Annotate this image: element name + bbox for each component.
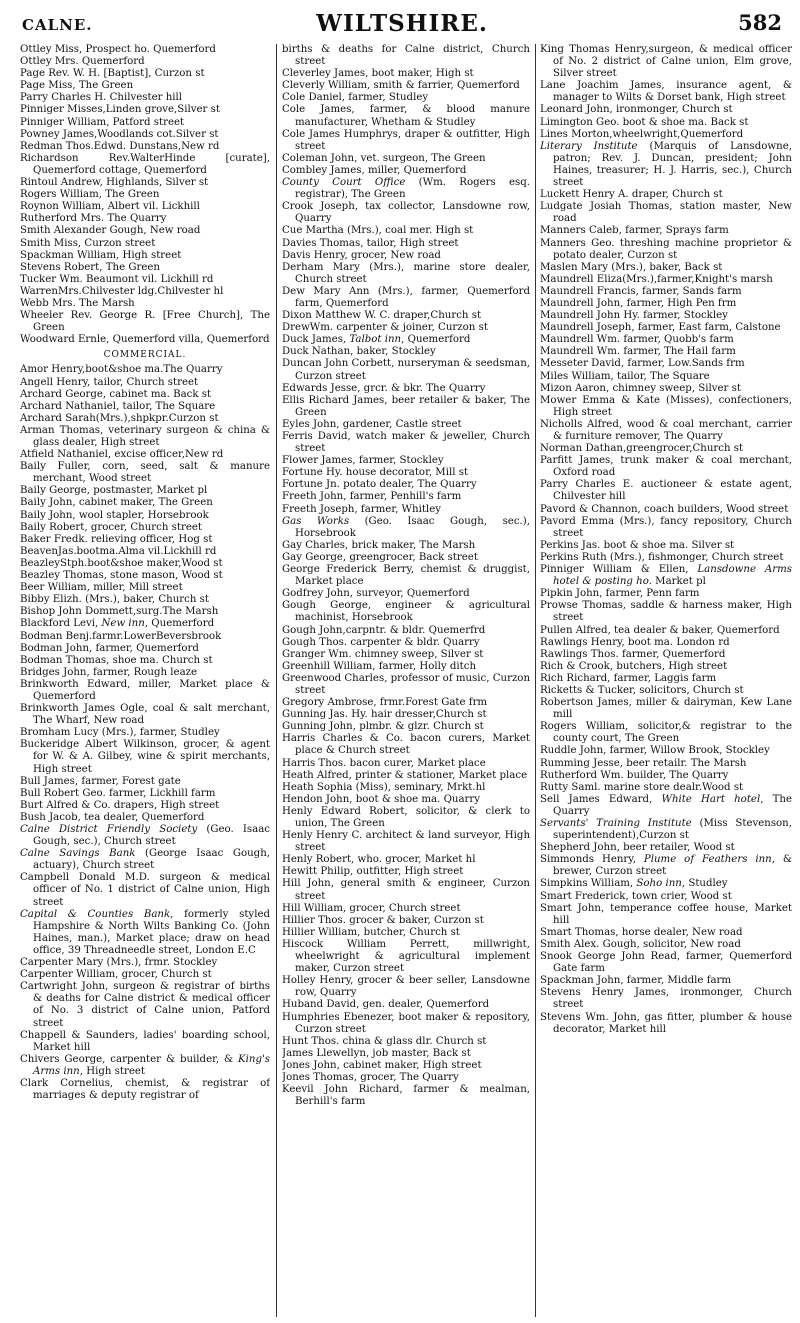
directory-entry: Baily George, postmaster, Market pl bbox=[20, 485, 208, 497]
directory-entry: Snook George John Read, farmer, Quemerford Gate farm bbox=[540, 951, 792, 975]
directory-entry: Gas Works (Geo. Isaac Gough, sec.), Horsebrook bbox=[282, 515, 530, 539]
section-heading: COMMERCIAL. bbox=[103, 350, 187, 361]
directory-entry: Maundrell Wm. farmer, The Hail farm bbox=[540, 346, 736, 358]
directory-entry: Smith Miss, Curzon street bbox=[20, 237, 156, 249]
directory-entry: Pinniger William & Ellen, Lansdowne Arms hotel & posting ho. Market pl bbox=[540, 564, 792, 588]
directory-entry: Eyles John, gardener, Castle street bbox=[282, 418, 462, 430]
directory-entry: Maundrell Eliza(Mrs.),farmer,Knight's marsh bbox=[540, 273, 773, 285]
directory-entry: Brinkworth Edward, miller, Market place & Quemerford bbox=[20, 678, 270, 702]
column-1 bbox=[20, 44, 270, 1319]
directory-entry: Rawlings Thos. farmer, Quemerford bbox=[540, 648, 726, 660]
directory-entry: Atfield Nathaniel, excise officer,New rd bbox=[20, 449, 224, 461]
directory-entry: Messeter David, farmer, Low.Sands frm bbox=[540, 358, 745, 370]
directory-entry: Rintoul Andrew, Highlands, Silver st bbox=[20, 177, 209, 189]
directory-entry: Carpenter William, grocer, Church st bbox=[20, 969, 212, 981]
directory-entry: Page Rev. W. H. [Baptist], Curzon st bbox=[20, 68, 205, 80]
directory-entry: Baily Fuller, corn, seed, salt & manure merchant, Wood street bbox=[20, 461, 270, 485]
directory-entry: Heath Sophia (Miss), seminary, Mrkt.hl bbox=[282, 781, 486, 793]
directory-entry: Coleman John, vet. surgeon, The Green bbox=[282, 152, 486, 164]
directory-entry: Derham Mary (Mrs.), marine store dealer, Church street bbox=[282, 261, 530, 285]
directory-entry: Clark Cornelius, chemist, & registrar of marriages & deputy registrar of bbox=[20, 1077, 270, 1102]
directory-entry: Huband David, gen. dealer, Quemerford bbox=[282, 999, 490, 1011]
directory-entry: Bodman Benj.farmr.LowerBeversbrook bbox=[20, 630, 222, 642]
directory-entry: Gough Thos. carpenter & bldr. Quarry bbox=[282, 636, 480, 648]
directory-entry: Henly Henry C. architect & land surveyor, High street bbox=[282, 830, 530, 854]
directory-entry: BeavenJas.bootma.Alma vil.Lickhill rd bbox=[20, 545, 217, 557]
directory-entry: Manners Caleb, farmer, Sprays farm bbox=[540, 225, 729, 237]
directory-entry: Smart John, temperance coffee house, Market hill bbox=[540, 902, 792, 926]
directory-entry: Rutty Saml. marine store dealr.Wood st bbox=[540, 781, 744, 793]
directory-entry: Harris Charles & Co. bacon curers, Market place & Church street bbox=[282, 733, 530, 757]
directory-entry: Maundrell John, farmer, High Pen frm bbox=[540, 297, 737, 309]
directory-entry: Beer William, miller, Mill street bbox=[20, 582, 183, 594]
directory-entry: Baily Robert, grocer, Church street bbox=[20, 521, 202, 533]
directory-entry: Calne District Friendly Society (Geo. Isaac Gough, sec.), Church street bbox=[20, 824, 270, 848]
directory-entry: Simpkins William, Soho inn, Studley bbox=[540, 878, 728, 890]
directory-entry: Hillier Thos. grocer & baker, Curzon st bbox=[282, 914, 484, 926]
directory-entry: Stevens Wm. John, gas fitter, plumber & house decorator, Market hill bbox=[540, 1011, 792, 1035]
directory-entry: DrewWm. carpenter & joiner, Curzon st bbox=[282, 322, 488, 334]
directory-entry: Pullen Alfred, tea dealer & baker, Quemerford bbox=[540, 624, 780, 636]
directory-entry: births & deaths for Calne district, Church street bbox=[282, 44, 530, 68]
directory-entry: Crook Joseph, tax collector, Lansdowne row, Quarry bbox=[282, 201, 530, 225]
directory-entry: Pavord Emma (Mrs.), fancy repository, Church street bbox=[540, 515, 792, 539]
directory-entry: Calne Savings Bank (George Isaac Gough, actuary), Church street bbox=[20, 848, 270, 872]
directory-entry: Gregory Ambrose, frmr.Forest Gate frm bbox=[282, 697, 488, 709]
directory-entry: Henly Edward Robert, solicitor, & clerk to union, The Green bbox=[282, 805, 530, 829]
directory-entry: Maundrell John Hy. farmer, Stockley bbox=[540, 310, 728, 322]
directory-entry: Powney James,Woodlands cot.Silver st bbox=[20, 128, 219, 140]
directory-entry: Heath Alfred, printer & stationer, Market place bbox=[282, 769, 528, 781]
directory-entry: Bodman Thomas, shoe ma. Church st bbox=[20, 654, 213, 666]
directory-entry: Baker Fredk. relieving officer, Hog st bbox=[20, 533, 213, 545]
column-3 bbox=[540, 44, 792, 1319]
column-divider bbox=[276, 44, 277, 1317]
directory-entry: Rich & Crook, butchers, High street bbox=[540, 660, 728, 672]
directory-entry: Perkins Ruth (Mrs.), fishmonger, Church street bbox=[540, 551, 784, 563]
directory-entry: Brinkworth James Ogle, coal & salt merchant, The Wharf, New road bbox=[20, 703, 270, 727]
directory-entry: Rogers William, The Green bbox=[20, 189, 160, 201]
directory-entry: Webb Mrs. The Marsh bbox=[20, 297, 135, 309]
directory-entry: Cole James Humphrys, draper & outfitter, High street bbox=[282, 128, 530, 152]
directory-entry: County Court Office (Wm. Rogers esq. registrar), The Green bbox=[282, 177, 530, 201]
directory-entry: George Frederick Berry, chemist & druggist, Market place bbox=[282, 564, 530, 588]
directory-entry: Fortune Hy. house decorator, Mill st bbox=[282, 467, 469, 479]
directory-entry: Stevens Henry James, ironmonger, Church street bbox=[540, 987, 792, 1011]
directory-entry: Cartwright John, surgeon & registrar of births & deaths for Calne district & medical officer of No. 3 district of Calne union, Patford street bbox=[20, 981, 270, 1029]
directory-entry: Duncan John Corbett, nurseryman & seedsman, Curzon street bbox=[282, 358, 530, 382]
directory-entry: Rutherford Mrs. The Quarry bbox=[20, 213, 167, 225]
directory-entry: Cole Daniel, farmer, Studley bbox=[282, 92, 429, 104]
directory-entry: Rich Richard, farmer, Laggis farm bbox=[540, 672, 717, 684]
directory-entry: Hill William, grocer, Church street bbox=[282, 902, 461, 914]
directory-entry: Ellis Richard James, beer retailer & baker, The Green bbox=[282, 394, 530, 418]
directory-entry: Leonard John, ironmonger, Church st bbox=[540, 104, 733, 116]
directory-entry: Limington Geo. boot & shoe ma. Back st bbox=[540, 116, 749, 128]
directory-entry: Smith Alexander Gough, New road bbox=[20, 225, 201, 237]
directory-entry: Spackman John, farmer, Middle farm bbox=[540, 975, 732, 987]
page-number: 582 bbox=[738, 10, 782, 35]
directory-entry: Smith Alex. Gough, solicitor, New road bbox=[540, 938, 741, 950]
directory-entry: Humphries Ebenezer, boot maker & repository, Curzon street bbox=[282, 1011, 530, 1035]
directory-entry: Jones John, cabinet maker, High street bbox=[282, 1059, 482, 1071]
directory-entry: Buckeridge Albert Wilkinson, grocer, & agent for W. & A. Gilbey, wine & spirit merchants, High street bbox=[20, 739, 270, 775]
directory-entry: Gay Charles, brick maker, The Marsh bbox=[282, 539, 476, 551]
directory-entry: Shepherd John, beer retailer, Wood st bbox=[540, 842, 735, 854]
directory-entry: Cleverley James, boot maker, High st bbox=[282, 68, 474, 80]
directory-entry: Cole James, farmer, & blood manure manufacturer, Whetham & Studley bbox=[282, 104, 530, 128]
directory-entry: Ottley Miss, Prospect ho. Quemerford bbox=[20, 44, 216, 55]
directory-entry: Pinniger Misses,Linden grove,Silver st bbox=[20, 104, 220, 116]
directory-entry: Ruddle John, farmer, Willow Brook, Stockley bbox=[540, 745, 770, 757]
directory-entry: Hiscock William Perrett, millwright, wheelwright & agricultural implement maker, Curzon street bbox=[282, 938, 530, 975]
directory-entry: Capital & Counties Bank, formerly styled Hampshire & North Wilts Banking Co. (John Haines, man.), Market place; draw on head office, 39 Threadneedle street, London E.C bbox=[20, 908, 270, 956]
directory-entry: Granger Wm. chimney sweep, Silver st bbox=[282, 648, 484, 660]
directory-entry: Chappell & Saunders, ladies' boarding school, Market hill bbox=[20, 1029, 270, 1053]
directory-entry: King Thomas Henry,surgeon, & medical officer of No. 2 district of Calne union, Elm grove, Silver street bbox=[540, 44, 792, 80]
directory-entry: Gunning John, plmbr. & glzr. Church st bbox=[282, 721, 484, 733]
directory-entry: WarrenMrs.Chilvester ldg.Chilvester hl bbox=[20, 285, 224, 297]
column-divider bbox=[535, 44, 536, 1317]
directory-entry: Archard Sarah(Mrs.),shpkpr.Curzon st bbox=[20, 412, 219, 424]
directory-entry: Parfitt James, trunk maker & coal merchant, Oxford road bbox=[540, 455, 792, 479]
directory-entry: Bull James, farmer, Forest gate bbox=[20, 775, 181, 787]
directory-entry: Maundrell Joseph, farmer, East farm, Calstone bbox=[540, 322, 781, 334]
directory-entry: Manners Geo. threshing machine proprietor & potato dealer, Curzon st bbox=[540, 237, 792, 261]
directory-entry: Gough John,carpntr. & bldr. Quemerfrd bbox=[282, 624, 486, 636]
directory-entry: Fortune Jn. potato dealer, The Quarry bbox=[282, 479, 477, 491]
directory-entry: Hillier William, butcher, Church st bbox=[282, 926, 460, 938]
directory-entry: BeazleyStph.boot&shoe maker,Wood st bbox=[20, 557, 223, 569]
directory-entry: Pavord & Channon, coach builders, Wood street bbox=[540, 503, 789, 515]
directory-entry: Greenhill William, farmer, Holly ditch bbox=[282, 660, 477, 672]
directory-entry: Perkins Jas. boot & shoe ma. Silver st bbox=[540, 539, 735, 551]
directory-entry: Norman Dathan,greengrocer,Church st bbox=[540, 443, 744, 455]
directory-entry: Parry Charles H. Chilvester hill bbox=[20, 92, 183, 104]
directory-entry: Bush Jacob, tea dealer, Quemerford bbox=[20, 811, 205, 823]
directory-entry: Nicholls Alfred, wood & coal merchant, carrier & furniture remover, The Quarry bbox=[540, 418, 792, 442]
directory-entry: Smart Thomas, horse dealer, New road bbox=[540, 926, 743, 938]
directory-entry: Lane Joachim James, insurance agent, & manager to Wilts & Dorset bank, High street bbox=[540, 80, 792, 104]
directory-entry: Stevens Robert, The Green bbox=[20, 261, 160, 273]
directory-entry: Smart Frederick, town crier, Wood st bbox=[540, 890, 732, 902]
directory-entry: Hewitt Philip, outfitter, High street bbox=[282, 866, 464, 878]
directory-entry: Davies Thomas, tailor, High street bbox=[282, 237, 459, 249]
directory-entry: Archard Nathaniel, tailor, The Square bbox=[20, 400, 216, 412]
directory-entry: Flower James, farmer, Stockley bbox=[282, 455, 444, 467]
directory-entry: Burt Alfred & Co. drapers, High street bbox=[20, 799, 220, 811]
directory-entry: Luckett Henry A. draper, Church st bbox=[540, 189, 723, 201]
directory-entry: Duck Nathan, baker, Stockley bbox=[282, 346, 436, 358]
directory-entry: Campbell Donald M.D. surgeon & medical officer of No. 1 district of Calne union, High street bbox=[20, 872, 270, 908]
directory-entry: Henly Robert, who. grocer, Market hl bbox=[282, 854, 476, 866]
directory-entry: Harris Thos. bacon curer, Market place bbox=[282, 757, 486, 769]
directory-entry: Ferris David, watch maker & jeweller, Church street bbox=[282, 431, 530, 455]
directory-entry: Wheeler Rev. George R. [Free Church], The Green bbox=[20, 310, 270, 334]
directory-entry: Carpenter Mary (Mrs.), frmr. Stockley bbox=[20, 957, 218, 969]
running-head-town: CALNE. bbox=[22, 16, 93, 34]
directory-entry: Bodman John, farmer, Quemerford bbox=[20, 642, 199, 654]
directory-entry: James Llewellyn, job master, Back st bbox=[282, 1047, 471, 1059]
directory-entry: Parry Charles E. auctioneer & estate agent, Chilvester hill bbox=[540, 479, 792, 503]
directory-entry: Keevil John Richard, farmer & mealman, Berhill's farm bbox=[282, 1084, 530, 1108]
directory-entry: Roynon William, Albert vil. Lickhill bbox=[20, 201, 200, 213]
directory-entry: Angell Henry, tailor, Church street bbox=[20, 376, 199, 388]
directory-entry: Gough George, engineer & agricultural machinist, Horsebrook bbox=[282, 600, 530, 624]
directory-entry: Gunning Jas. Hy. hair dresser,Church st bbox=[282, 709, 487, 721]
directory-entry: Ludgate Josiah Thomas, station master, New road bbox=[540, 201, 792, 225]
directory-entry: Woodward Ernle, Quemerford villa, Quemerford bbox=[20, 334, 270, 346]
directory-entry: Freeth John, farmer, Penhill's farm bbox=[282, 491, 462, 503]
directory-entry: Jones Thomas, grocer, The Quarry bbox=[282, 1071, 459, 1083]
running-head-county: WILTSHIRE. bbox=[316, 10, 488, 37]
directory-entry: Arman Thomas, veterinary surgeon & china & glass dealer, High street bbox=[20, 424, 270, 448]
directory-entry: Maundrell Wm. farmer, Quobb's farm bbox=[540, 334, 734, 346]
directory-entry: Maundrell Francis, farmer, Sands farm bbox=[540, 285, 742, 297]
directory-entry: Baily John, cabinet maker, The Green bbox=[20, 497, 213, 509]
directory-entry: Spackman William, High street bbox=[20, 249, 182, 261]
directory-entry: Cleverly William, smith & farrier, Quemerford bbox=[282, 80, 520, 92]
directory-entry: Bull Robert Geo. farmer, Lickhill farm bbox=[20, 787, 216, 799]
directory-entry: Page Miss, The Green bbox=[20, 80, 134, 92]
directory-entry: Bishop John Dommett,surg.The Marsh bbox=[20, 606, 219, 618]
directory-entry: Freeth Joseph, farmer, Whitley bbox=[282, 503, 441, 515]
directory-entry: Blackford Levi, New inn, Quemerford bbox=[20, 618, 215, 630]
directory-entry: Pipkin John, farmer, Penn farm bbox=[540, 588, 700, 600]
directory-entry: Simmonds Henry, Plume of Feathers inn, & brewer, Curzon street bbox=[540, 854, 792, 878]
directory-entry: Servants' Training Institute (Miss Stevenson, superintendent),Curzon st bbox=[540, 818, 792, 842]
directory-entry: Edwards Jesse, grcr. & bkr. The Quarry bbox=[282, 382, 486, 394]
directory-entry: Ottley Mrs. Quemerford bbox=[20, 56, 145, 68]
directory-entry: Dew Mary Ann (Mrs.), farmer, Quemerford farm, Quemerford bbox=[282, 285, 530, 309]
directory-entry: Literary Institute (Marquis of Lansdowne, patron; Rev. J. Duncan, president; John Haines, treasurer; H. J. Harris, sec.), Church street bbox=[540, 140, 792, 189]
directory-entry: Rutherford Wm. builder, The Quarry bbox=[540, 769, 729, 781]
directory-entry: Pinniger William, Patford street bbox=[20, 116, 185, 128]
directory-entry: Amor Henry,boot&shoe ma.The Quarry bbox=[20, 364, 223, 376]
page-header bbox=[22, 6, 782, 42]
directory-entry: Hill John, general smith & engineer, Curzon street bbox=[282, 878, 530, 902]
directory-entry: Holley Henry, grocer & beer seller, Lansdowne row, Quarry bbox=[282, 975, 530, 999]
directory-entry: Rumming Jesse, beer retailr. The Marsh bbox=[540, 757, 747, 769]
directory-entry: Maslen Mary (Mrs.), baker, Back st bbox=[540, 261, 723, 273]
directory-entry: Dixon Matthew W. C. draper,Church st bbox=[282, 310, 482, 322]
directory-entry: Archard George, cabinet ma. Back st bbox=[20, 388, 212, 400]
directory-entry: Cue Martha (Mrs.), coal mer. High st bbox=[282, 225, 474, 237]
directory-entry: Rogers William, solicitor,& registrar to the county court, The Green bbox=[540, 721, 792, 745]
directory-entry: Redman Thos.Edwd. Dunstans,New rd bbox=[20, 140, 220, 152]
directory-entry: Beazley Thomas, stone mason, Wood st bbox=[20, 570, 223, 582]
directory-entry: Tucker Wm. Beaumont vil. Lickhill rd bbox=[20, 273, 214, 285]
directory-entry: Lines Morton,wheelwright,Quemerford bbox=[540, 128, 744, 140]
directory-entry: Bridges John, farmer, Rough leaze bbox=[20, 666, 198, 678]
directory-entry: Sell James Edward, White Hart hotel, The Quarry bbox=[540, 793, 792, 817]
directory-entry: Rawlings Henry, boot ma. London rd bbox=[540, 636, 730, 648]
directory-entry: Godfrey John, surveyor, Quemerford bbox=[282, 588, 470, 600]
directory-entry: Hunt Thos. china & glass dlr. Church st bbox=[282, 1035, 487, 1047]
directory-entry: Prowse Thomas, saddle & harness maker, High street bbox=[540, 600, 792, 624]
directory-entry: Bibby Elizh. (Mrs.), baker, Church st bbox=[20, 594, 209, 606]
directory-entry: Baily John, wool stapler, Horsebrook bbox=[20, 509, 209, 521]
directory-entry: Mizon Aaron, chimney sweep, Silver st bbox=[540, 382, 741, 394]
directory-entry: Hendon John, boot & shoe ma. Quarry bbox=[282, 793, 481, 805]
directory-entry: Bromham Lucy (Mrs.), farmer, Studley bbox=[20, 727, 220, 739]
directory-entry: Duck James, Talbot inn, Quemerford bbox=[282, 334, 471, 346]
directory-entry: Robertson James, miller & dairyman, Kew Lane mill bbox=[540, 697, 792, 721]
directory-entry: Ricketts & Tucker, solicitors, Church st bbox=[540, 684, 744, 696]
column-2 bbox=[282, 44, 530, 1319]
directory-entry: Davis Henry, grocer, New road bbox=[282, 249, 441, 261]
directory-entry: Combley James, miller, Quemerford bbox=[282, 164, 467, 176]
directory-entry: Chivers George, carpenter & builder, & King's Arms inn, High street bbox=[20, 1053, 270, 1077]
directory-entry: Miles William, tailor, The Square bbox=[540, 370, 710, 382]
directory-entry: Mower Emma & Kate (Misses), confectioners, High street bbox=[540, 394, 792, 418]
directory-entry: Gay George, greengrocer, Back street bbox=[282, 551, 478, 563]
directory-entry: Greenwood Charles, professor of music, Curzon street bbox=[282, 672, 530, 696]
directory-entry: Richardson Rev.WalterHinde [curate], Quemerford cottage, Quemerford bbox=[20, 152, 270, 176]
